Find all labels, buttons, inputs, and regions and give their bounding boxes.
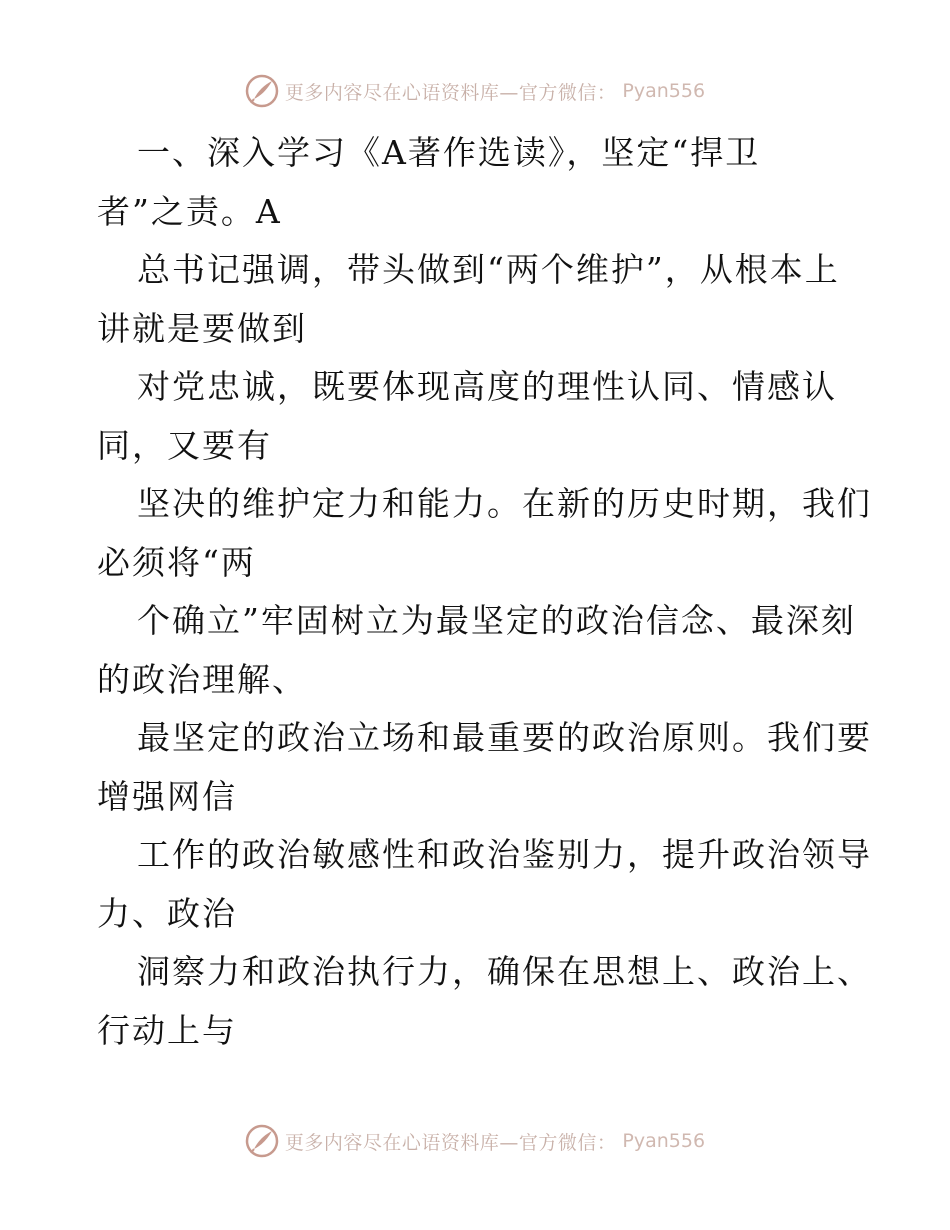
watermark-text: 更多内容尽在心语资料库—官方微信： [284, 81, 617, 104]
feather-logo-icon [245, 74, 279, 108]
header-watermark [0, 74, 950, 108]
text-line: 个确立”牢固树立为最坚定的政治信念、最深刻 [137, 601, 856, 640]
footer-watermark [0, 1124, 950, 1158]
watermark-text: 更多内容尽在心语资料库—官方微信： [284, 1131, 617, 1154]
text-line: 坚决的维护定力和能力。在新的历史时期，我们 [137, 484, 872, 523]
text-line: 必须将“两 [97, 542, 256, 582]
watermark-wechat-id: Pyan556 [622, 1130, 706, 1152]
watermark-wechat-id: Pyan556 [622, 80, 706, 102]
text-line: 同，又要有 [97, 425, 272, 465]
text-line: 的政治理解、 [97, 659, 307, 699]
text-line: 工作的政治敏感性和政治鉴别力，提升政治领导 [137, 835, 872, 874]
text-line: 增强网信 [97, 776, 237, 816]
text-line: 者”之责。A [97, 191, 282, 231]
text-line: 总书记强调，带头做到“两个维护”，从根本上 [137, 250, 840, 289]
text-line: 对党忠诚，既要体现高度的理性认同、情感认 [137, 367, 837, 406]
document-body [97, 124, 872, 1060]
text-line: 行动上与 [97, 1010, 237, 1050]
text-line: 最坚定的政治立场和最重要的政治原则。我们要 [137, 718, 872, 757]
feather-logo-icon [245, 1124, 279, 1158]
text-line: 力、政治 [97, 893, 237, 933]
text-line: 一、深入学习《A著作选读》，坚定“捍卫 [137, 133, 761, 172]
text-line: 洞察力和政治执行力，确保在思想上、政治上、 [137, 952, 872, 991]
text-line: 讲就是要做到 [97, 308, 307, 348]
